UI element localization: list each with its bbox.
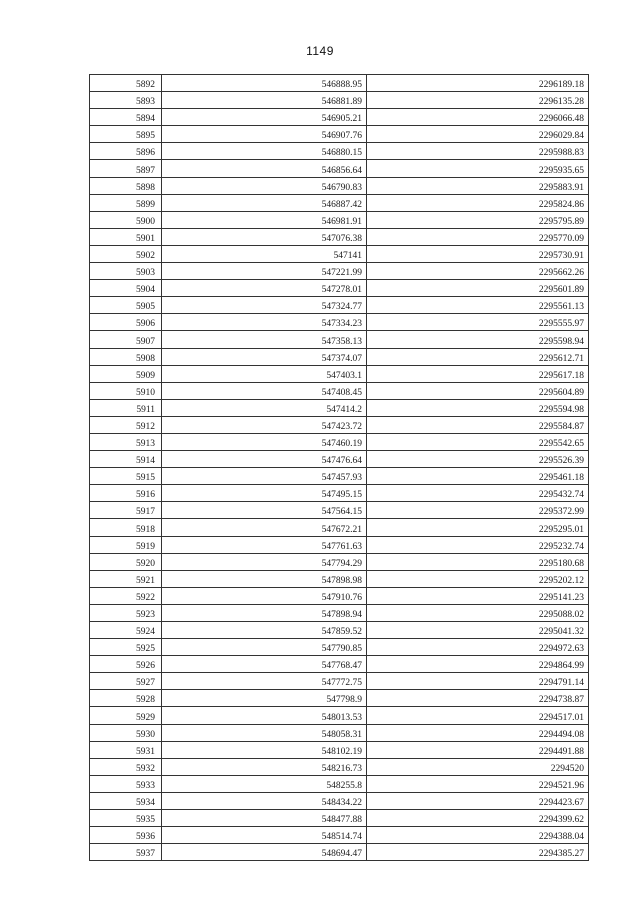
table-row: [90, 109, 589, 126]
table-row: [90, 519, 589, 536]
x-coordinate-cell: 547768.47: [162, 656, 367, 673]
x-coordinate-cell: 547761.63: [162, 536, 367, 553]
table-row: [90, 433, 589, 450]
x-coordinate-cell: 546881.89: [162, 92, 367, 109]
y-coordinate-cell: 2295461.18: [367, 468, 589, 485]
table-row: [90, 160, 589, 177]
table-row: [90, 451, 589, 468]
x-coordinate-cell: 547374.07: [162, 348, 367, 365]
table-row: [90, 587, 589, 604]
point-id-cell: 5903: [90, 263, 162, 280]
y-coordinate-cell: 2295730.91: [367, 245, 589, 262]
table-row: [90, 399, 589, 416]
y-coordinate-cell: 2295617.18: [367, 365, 589, 382]
table-row: [90, 724, 589, 741]
x-coordinate-cell: 547141: [162, 245, 367, 262]
y-coordinate-cell: 2295584.87: [367, 416, 589, 433]
point-id-cell: 5912: [90, 416, 162, 433]
y-coordinate-cell: 2295202.12: [367, 570, 589, 587]
table-row: [90, 536, 589, 553]
point-id-cell: 5910: [90, 382, 162, 399]
x-coordinate-cell: 546887.42: [162, 194, 367, 211]
table-row: [90, 228, 589, 245]
point-id-cell: 5899: [90, 194, 162, 211]
table-row: [90, 622, 589, 639]
x-coordinate-cell: 547772.75: [162, 673, 367, 690]
table-row: [90, 758, 589, 775]
table-row: [90, 570, 589, 587]
x-coordinate-cell: 548058.31: [162, 724, 367, 741]
table-row: [90, 177, 589, 194]
y-coordinate-cell: 2294423.67: [367, 792, 589, 809]
point-id-cell: 5928: [90, 690, 162, 707]
y-coordinate-cell: 2294520: [367, 758, 589, 775]
y-coordinate-cell: 2295041.32: [367, 622, 589, 639]
y-coordinate-cell: 2295935.65: [367, 160, 589, 177]
point-id-cell: 5893: [90, 92, 162, 109]
point-id-cell: 5933: [90, 775, 162, 792]
point-id-cell: 5907: [90, 331, 162, 348]
x-coordinate-cell: 547460.19: [162, 433, 367, 450]
y-coordinate-cell: 2294521.96: [367, 775, 589, 792]
table-row: [90, 792, 589, 809]
point-id-cell: 5920: [90, 553, 162, 570]
x-coordinate-cell: 547898.94: [162, 604, 367, 621]
y-coordinate-cell: 2295598.94: [367, 331, 589, 348]
x-coordinate-cell: 546856.64: [162, 160, 367, 177]
x-coordinate-cell: 546880.15: [162, 143, 367, 160]
table-row: [90, 348, 589, 365]
x-coordinate-cell: 548434.22: [162, 792, 367, 809]
table-row: [90, 143, 589, 160]
x-coordinate-cell: 547076.38: [162, 228, 367, 245]
x-coordinate-cell: 548013.53: [162, 707, 367, 724]
point-id-cell: 5929: [90, 707, 162, 724]
y-coordinate-cell: 2295295.01: [367, 519, 589, 536]
table-row: [90, 775, 589, 792]
x-coordinate-cell: 546981.91: [162, 211, 367, 228]
point-id-cell: 5896: [90, 143, 162, 160]
y-coordinate-cell: 2295988.83: [367, 143, 589, 160]
table-row: [90, 280, 589, 297]
point-id-cell: 5921: [90, 570, 162, 587]
table-row: [90, 639, 589, 656]
x-coordinate-cell: 547457.93: [162, 468, 367, 485]
y-coordinate-cell: 2295141.23: [367, 587, 589, 604]
y-coordinate-cell: 2295601.89: [367, 280, 589, 297]
y-coordinate-cell: 2294972.63: [367, 639, 589, 656]
y-coordinate-cell: 2295232.74: [367, 536, 589, 553]
table-row: [90, 741, 589, 758]
point-id-cell: 5930: [90, 724, 162, 741]
point-id-cell: 5934: [90, 792, 162, 809]
point-id-cell: 5902: [90, 245, 162, 262]
x-coordinate-cell: 547859.52: [162, 622, 367, 639]
y-coordinate-cell: 2295180.68: [367, 553, 589, 570]
y-coordinate-cell: 2295561.13: [367, 297, 589, 314]
point-id-cell: 5900: [90, 211, 162, 228]
x-coordinate-cell: 546790.83: [162, 177, 367, 194]
table-row: [90, 810, 589, 827]
table-row: [90, 553, 589, 570]
x-coordinate-cell: 547408.45: [162, 382, 367, 399]
y-coordinate-cell: 2294791.14: [367, 673, 589, 690]
table-row: [90, 263, 589, 280]
point-id-cell: 5909: [90, 365, 162, 382]
x-coordinate-cell: 548477.88: [162, 810, 367, 827]
x-coordinate-cell: 547403.1: [162, 365, 367, 382]
x-coordinate-cell: 547278.01: [162, 280, 367, 297]
x-coordinate-cell: 546907.76: [162, 126, 367, 143]
table-row: [90, 245, 589, 262]
y-coordinate-cell: 2294517.01: [367, 707, 589, 724]
x-coordinate-cell: 547794.29: [162, 553, 367, 570]
point-id-cell: 5923: [90, 604, 162, 621]
point-id-cell: 5932: [90, 758, 162, 775]
x-coordinate-cell: 547798.9: [162, 690, 367, 707]
point-id-cell: 5935: [90, 810, 162, 827]
point-id-cell: 5892: [90, 75, 162, 92]
point-id-cell: 5897: [90, 160, 162, 177]
table-row: [90, 690, 589, 707]
y-coordinate-cell: 2294494.08: [367, 724, 589, 741]
y-coordinate-cell: 2295795.89: [367, 211, 589, 228]
x-coordinate-cell: 548255.8: [162, 775, 367, 792]
y-coordinate-cell: 2295662.26: [367, 263, 589, 280]
page-number: 1149: [306, 44, 334, 58]
x-coordinate-cell: 548694.47: [162, 844, 367, 861]
x-coordinate-cell: 547324.77: [162, 297, 367, 314]
point-id-cell: 5905: [90, 297, 162, 314]
y-coordinate-cell: 2296135.28: [367, 92, 589, 109]
x-coordinate-cell: 546888.95: [162, 75, 367, 92]
table-row: [90, 382, 589, 399]
x-coordinate-cell: 547221.99: [162, 263, 367, 280]
point-id-cell: 5914: [90, 451, 162, 468]
y-coordinate-cell: 2295883.91: [367, 177, 589, 194]
y-coordinate-cell: 2296189.18: [367, 75, 589, 92]
y-coordinate-cell: 2295824.86: [367, 194, 589, 211]
point-id-cell: 5918: [90, 519, 162, 536]
y-coordinate-cell: 2294385.27: [367, 844, 589, 861]
x-coordinate-cell: 546905.21: [162, 109, 367, 126]
point-id-cell: 5915: [90, 468, 162, 485]
y-coordinate-cell: 2294491.88: [367, 741, 589, 758]
point-id-cell: 5925: [90, 639, 162, 656]
y-coordinate-cell: 2294399.62: [367, 810, 589, 827]
x-coordinate-cell: 548514.74: [162, 827, 367, 844]
point-id-cell: 5894: [90, 109, 162, 126]
table-row: [90, 211, 589, 228]
y-coordinate-cell: 2295604.89: [367, 382, 589, 399]
point-id-cell: 5926: [90, 656, 162, 673]
y-coordinate-cell: 2296029.84: [367, 126, 589, 143]
y-coordinate-cell: 2295526.39: [367, 451, 589, 468]
table-row: [90, 673, 589, 690]
x-coordinate-cell: 547476.64: [162, 451, 367, 468]
y-coordinate-cell: 2294738.87: [367, 690, 589, 707]
y-coordinate-cell: 2295555.97: [367, 314, 589, 331]
x-coordinate-cell: 547358.13: [162, 331, 367, 348]
x-coordinate-cell: 547414.2: [162, 399, 367, 416]
point-id-cell: 5913: [90, 433, 162, 450]
table-row: [90, 844, 589, 861]
x-coordinate-cell: 547910.76: [162, 587, 367, 604]
table-row: [90, 297, 589, 314]
x-coordinate-cell: 547495.15: [162, 485, 367, 502]
table-row: [90, 92, 589, 109]
point-id-cell: 5927: [90, 673, 162, 690]
coordinates-table-body: [90, 75, 589, 861]
x-coordinate-cell: 548102.19: [162, 741, 367, 758]
point-id-cell: 5895: [90, 126, 162, 143]
table-row: [90, 75, 589, 92]
point-id-cell: 5919: [90, 536, 162, 553]
table-row: [90, 604, 589, 621]
x-coordinate-cell: 547334.23: [162, 314, 367, 331]
table-row: [90, 656, 589, 673]
point-id-cell: 5901: [90, 228, 162, 245]
point-id-cell: 5904: [90, 280, 162, 297]
y-coordinate-cell: 2295088.02: [367, 604, 589, 621]
table-row: [90, 485, 589, 502]
point-id-cell: 5937: [90, 844, 162, 861]
x-coordinate-cell: 547790.85: [162, 639, 367, 656]
table-row: [90, 827, 589, 844]
point-id-cell: 5908: [90, 348, 162, 365]
point-id-cell: 5898: [90, 177, 162, 194]
table-row: [90, 194, 589, 211]
point-id-cell: 5922: [90, 587, 162, 604]
point-id-cell: 5931: [90, 741, 162, 758]
point-id-cell: 5936: [90, 827, 162, 844]
y-coordinate-cell: 2295372.99: [367, 502, 589, 519]
y-coordinate-cell: 2295770.09: [367, 228, 589, 245]
point-id-cell: 5906: [90, 314, 162, 331]
coordinates-table: [89, 74, 589, 861]
point-id-cell: 5917: [90, 502, 162, 519]
x-coordinate-cell: 547898.98: [162, 570, 367, 587]
table-row: [90, 468, 589, 485]
y-coordinate-cell: 2294388.04: [367, 827, 589, 844]
y-coordinate-cell: 2295594.98: [367, 399, 589, 416]
x-coordinate-cell: 547672.21: [162, 519, 367, 536]
table-row: [90, 126, 589, 143]
table-row: [90, 314, 589, 331]
x-coordinate-cell: 547564.15: [162, 502, 367, 519]
table-row: [90, 502, 589, 519]
point-id-cell: 5924: [90, 622, 162, 639]
x-coordinate-cell: 548216.73: [162, 758, 367, 775]
table-row: [90, 416, 589, 433]
table-row: [90, 365, 589, 382]
point-id-cell: 5911: [90, 399, 162, 416]
point-id-cell: 5916: [90, 485, 162, 502]
table-row: [90, 331, 589, 348]
y-coordinate-cell: 2295432.74: [367, 485, 589, 502]
y-coordinate-cell: 2295612.71: [367, 348, 589, 365]
y-coordinate-cell: 2295542.65: [367, 433, 589, 450]
y-coordinate-cell: 2294864.99: [367, 656, 589, 673]
table-row: [90, 707, 589, 724]
y-coordinate-cell: 2296066.48: [367, 109, 589, 126]
x-coordinate-cell: 547423.72: [162, 416, 367, 433]
